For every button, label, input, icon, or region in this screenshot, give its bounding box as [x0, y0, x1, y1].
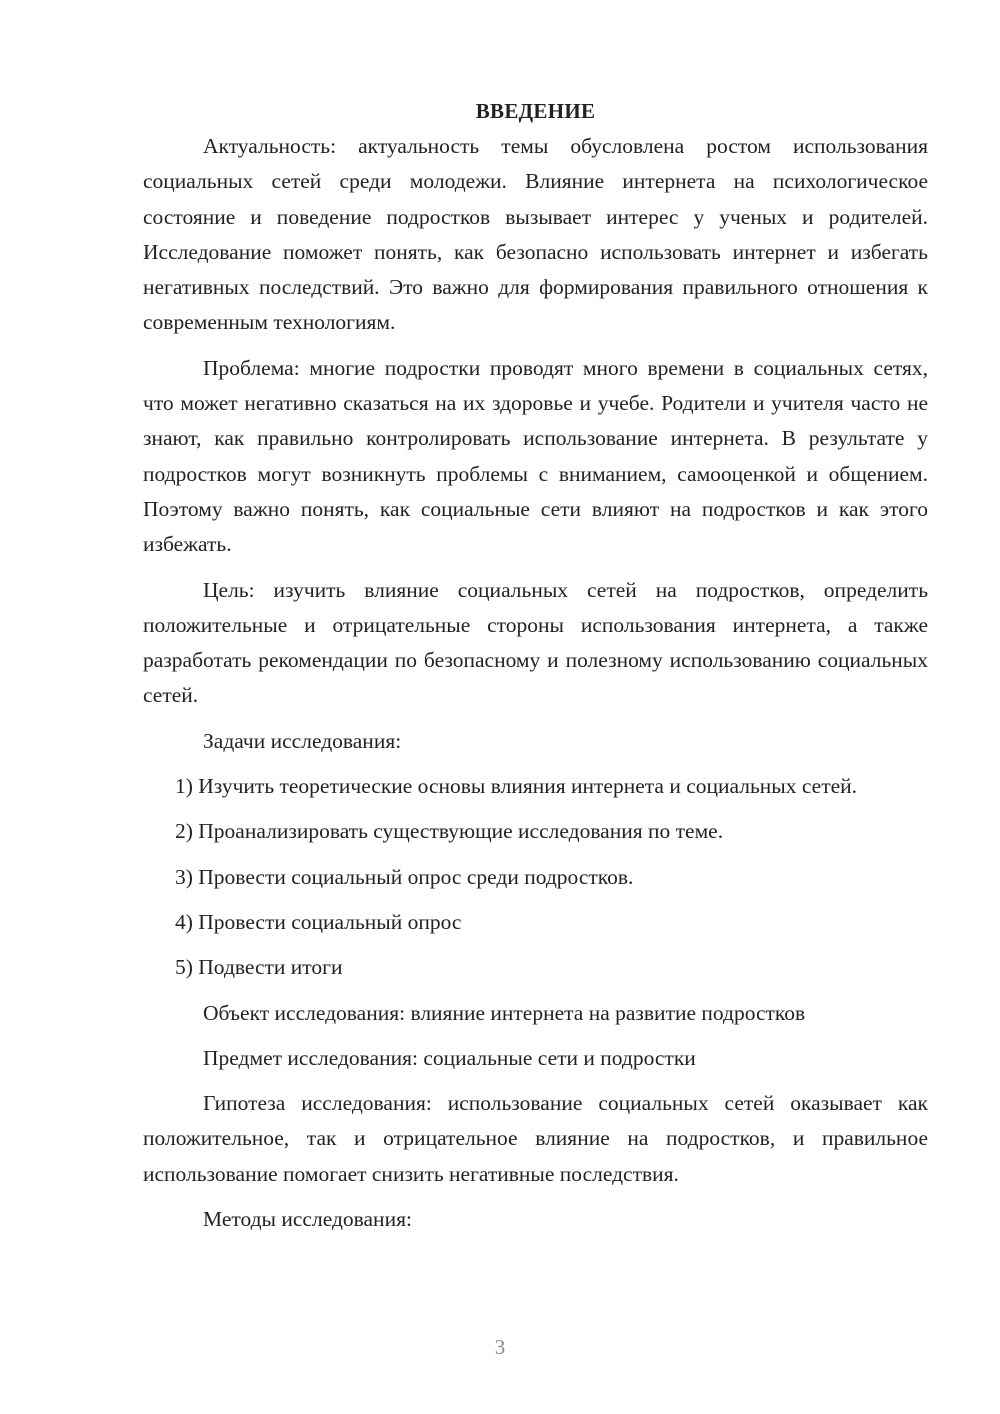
- tasks-heading: Задачи исследования:: [203, 728, 402, 753]
- task-item-3: 3) Провести социальный опрос среди подростков.: [175, 864, 634, 889]
- task-item-5: 5) Подвести итоги: [175, 955, 343, 980]
- paragraph-subject: Предмет исследования: социальные сети и подростки: [203, 1045, 696, 1070]
- page-title: ВВЕДЕНИЕ: [475, 99, 596, 123]
- paragraph-goal: Цель: изучить влияние социальных сетей на подростков, определить положительные и отрицательные стороны использования интернета, а также разработать рекомендации по безопасному и полезному использованию социальных сетей.: [143, 577, 928, 708]
- page-number: 3: [494, 1335, 506, 1359]
- task-item-1: 1) Изучить теоретические основы влияния интернета и социальных сетей.: [175, 774, 858, 799]
- paragraph-relevance: Актуальность: актуальность темы обусловлена ростом использования социальных сетей среди молодежи. Влияние интернета на психологическое состояние и поведение подростков вызывает интерес у ученых и родителей. Исследование поможет понять, как безопасно использовать интернет и избегать негативных последствий. Это важно для формирования правильного отношения к современным технологиям.: [143, 134, 928, 335]
- document-page: [143, 93, 928, 1247]
- task-item-4: 4) Провести социальный опрос: [175, 909, 462, 934]
- paragraph-methods: Методы исследования:: [203, 1207, 412, 1232]
- paragraph-problem: Проблема: многие подростки проводят много времени в социальных сетях, что может негативно сказаться на их здоровье и учебе. Родители и учителя часто не знают, как правильно контролировать использование интернета. В результате у подростков могут возникнуть проблемы с вниманием, самооценкой и общением. Поэтому важно понять, как социальные сети влияют на подростков и как этого избежать.: [143, 355, 928, 557]
- task-item-2: 2) Проанализировать существующие исследования по теме.: [175, 819, 724, 844]
- paragraph-hypothesis: Гипотеза исследования: использование социальных сетей оказывает как положительное, так и отрицательное влияние на подростков, и правильное использование помогает снизить негативные последствия.: [143, 1091, 928, 1186]
- paragraph-object: Объект исследования: влияние интернета на развитие подростков: [203, 1000, 806, 1025]
